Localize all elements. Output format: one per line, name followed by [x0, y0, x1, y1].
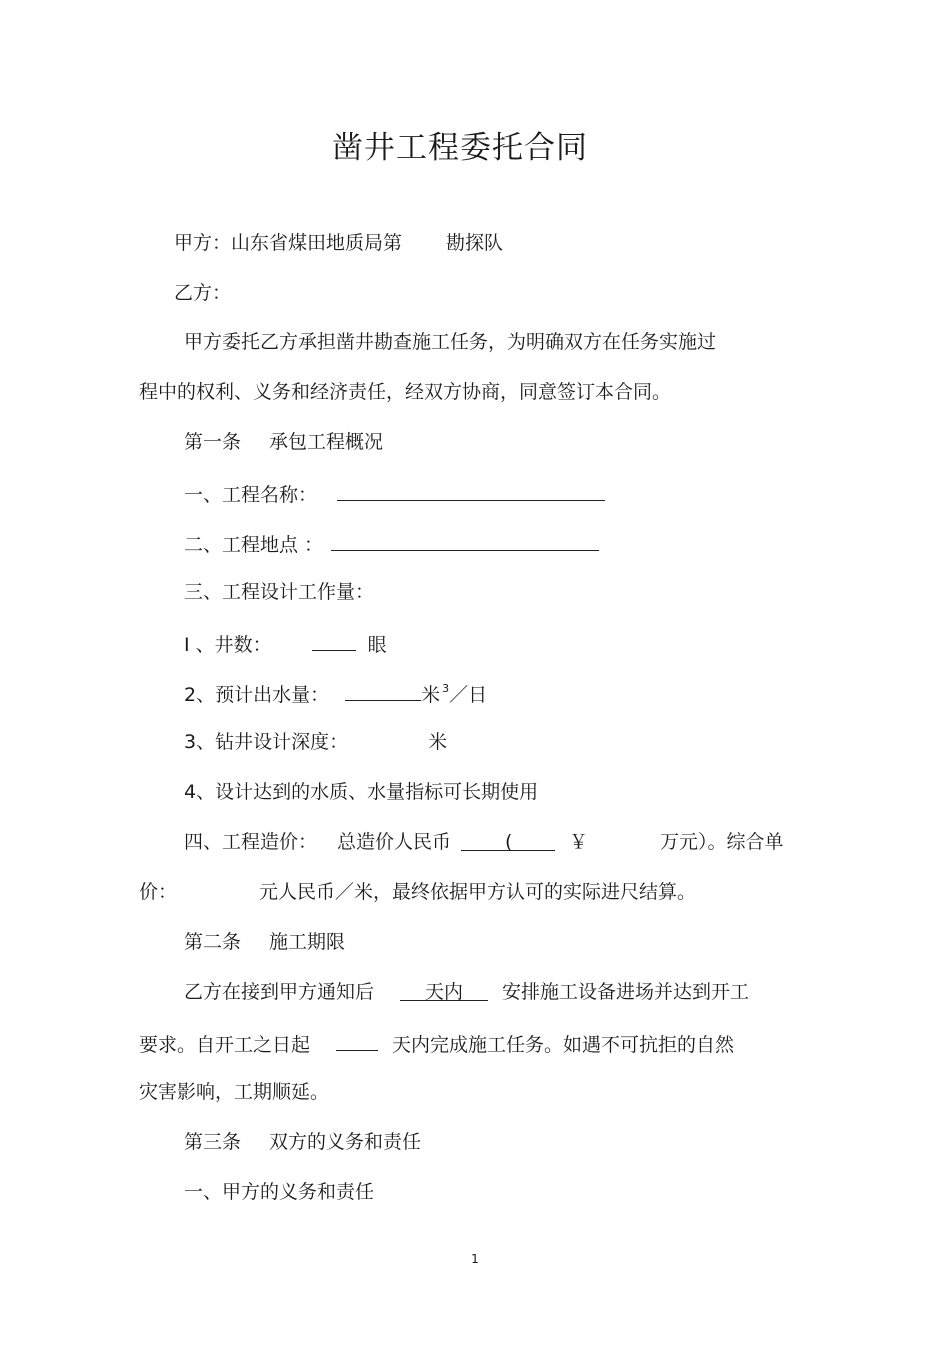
schedule-text-c: 要求。自开工之日起 — [139, 1034, 311, 1056]
party-a-value-2: 勘探队 — [446, 232, 504, 254]
article-1-title: 承包工程概况 — [269, 431, 384, 453]
water-output-field — [345, 680, 421, 701]
page-number: 1 — [471, 1252, 479, 1266]
cost-line-2 — [139, 880, 696, 904]
article-3-number: 第三条 — [184, 1131, 242, 1153]
well-count-line — [184, 630, 387, 657]
project-name-field — [337, 480, 605, 501]
article-1-heading — [184, 430, 383, 454]
intro-line-1: 甲方委托乙方承担凿井勘查施工任务，为明确双方在任务实施过 — [184, 331, 717, 353]
well-count-field — [312, 630, 356, 651]
schedule-duration-field — [336, 1030, 378, 1051]
depth-unit: 米 — [428, 731, 448, 753]
party-a-duty-heading: 一、甲方的义务和责任 — [184, 1181, 375, 1203]
cost-total-text: 总造价人民币 — [337, 831, 452, 853]
water-output-superscript: 3 — [442, 682, 450, 695]
cost-paren-open: ( — [505, 831, 513, 853]
depth-line — [184, 730, 447, 754]
schedule-text-d: 天内完成施工任务。如遇不可抗拒的自然 — [392, 1034, 735, 1056]
schedule-text-b: 安排施工设备进场并达到开工 — [502, 981, 750, 1003]
water-output-unit-per-day: ／日 — [449, 684, 488, 706]
water-output-line — [184, 680, 487, 710]
party-a-label: 甲方： — [174, 232, 232, 254]
article-1-number: 第一条 — [184, 431, 242, 453]
article-3-heading — [184, 1130, 421, 1154]
well-count-unit: 眼 — [367, 634, 387, 656]
depth-label: 3、钻井设计深度： — [184, 731, 349, 753]
project-name-label: 一、工程名称： — [184, 484, 318, 506]
project-location-line — [184, 530, 599, 557]
article-3-title: 双方的义务和责任 — [269, 1131, 422, 1153]
unit-price-label: 价： — [139, 881, 178, 903]
article-2-number: 第二条 — [184, 931, 242, 953]
project-location-label: 二、工程地点 ： — [184, 534, 324, 556]
cost-line-1 — [184, 830, 784, 854]
intro-line-2: 程中的权利、义务和经济责任，经双方协商，同意签订本合同。 — [139, 381, 672, 403]
water-output-label: 2、预计出水量： — [184, 684, 330, 706]
schedule-line-3: 灾害影响，工期顺延。 — [139, 1081, 330, 1103]
page-title: 凿井工程委托合同 — [332, 130, 588, 166]
project-location-field — [331, 530, 599, 551]
party-b-label: 乙方： — [174, 282, 232, 304]
workload-line: 三、工程设计工作量： — [184, 581, 375, 603]
yen-sign: ￥ — [569, 831, 589, 853]
schedule-line-2 — [139, 1030, 734, 1057]
party-b-line — [174, 281, 231, 305]
cost-label: 四、工程造价： — [184, 831, 318, 853]
schedule-line-1 — [184, 980, 749, 1004]
schedule-text-a: 乙方在接到甲方通知后 — [184, 981, 375, 1003]
party-a-line — [174, 231, 503, 255]
party-a-value-1: 山东省煤田地质局第 — [231, 232, 403, 254]
cost-wan-unit: 万元）。综合单 — [660, 831, 784, 853]
cost-total-field — [461, 830, 555, 851]
article-2-heading — [184, 930, 345, 954]
quality-line: 4、设计达到的水质、水量指标可长期使用 — [184, 781, 539, 803]
water-output-unit: 米 — [421, 684, 441, 706]
article-2-title: 施工期限 — [269, 931, 346, 953]
project-name-line — [184, 480, 605, 507]
schedule-days-field: 天内 — [400, 980, 488, 1001]
well-count-label: I 、井数： — [184, 634, 272, 656]
unit-price-text: 元人民币／米，最终依据甲方认可的实际进尺结算。 — [259, 881, 697, 903]
